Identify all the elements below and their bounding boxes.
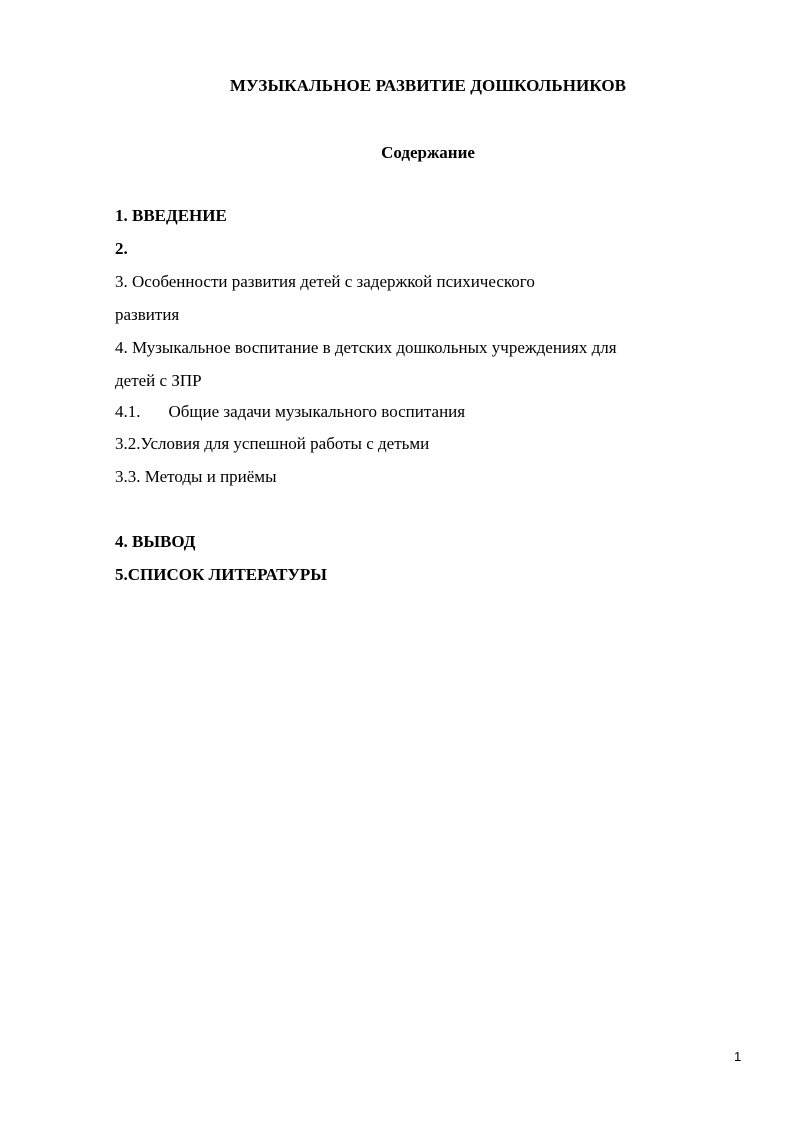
- toc-item-4-line-1: 4. Музыкальное воспитание в детских дошкольных учреждениях для: [115, 338, 617, 357]
- toc-heading: Содержание: [381, 143, 475, 162]
- toc-item-3-line-1: 3. Особенности развития детей с задержкой психического: [115, 272, 535, 291]
- toc-item-4-1-text: Общие задачи музыкального воспитания: [168, 402, 466, 421]
- toc-item-4-1: [115, 403, 465, 420]
- toc-item-3-line-2: развития: [115, 305, 180, 324]
- toc-item-4-1-number: 4.1.: [115, 402, 141, 421]
- toc-item-3-2: 3.2.Условия для успешной работы с детьми: [115, 434, 430, 453]
- page-title: МУЗЫКАЛЬНОЕ РАЗВИТИЕ ДОШКОЛЬНИКОВ: [229, 76, 627, 95]
- toc-item-3-3: 3.3. Методы и приёмы: [115, 467, 277, 486]
- toc-item-4-line-2: детей с ЗПР: [115, 371, 202, 390]
- page-number: 1: [734, 1049, 742, 1064]
- toc-item-references: 5.СПИСОК ЛИТЕРАТУРЫ: [115, 565, 328, 584]
- toc-item-2: 2.: [115, 239, 128, 258]
- toc-item-introduction: 1. ВВЕДЕНИЕ: [115, 206, 227, 225]
- toc-item-conclusion: 4. ВЫВОД: [115, 532, 196, 551]
